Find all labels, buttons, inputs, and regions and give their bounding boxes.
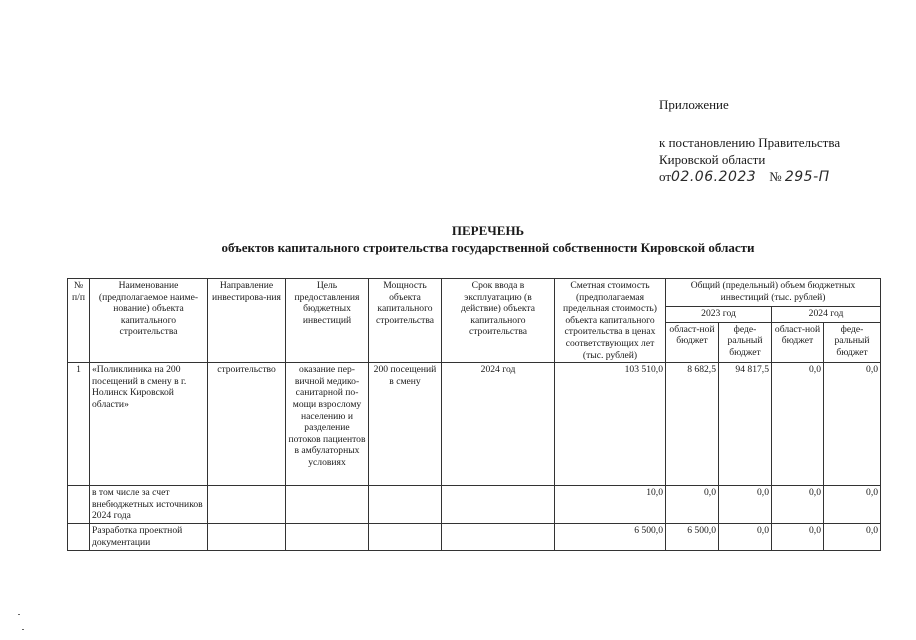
- cell-regional-2023: 8 682,5: [666, 363, 719, 486]
- number-prefix: №: [769, 169, 782, 184]
- handwritten-date: 02.06.2023: [671, 169, 757, 185]
- header-num: № п/п: [68, 279, 90, 363]
- cell-direction: строительство: [208, 363, 286, 486]
- cell-capacity: [369, 523, 442, 550]
- cell-regional-2023: 6 500,0: [666, 523, 719, 550]
- cell-federal-2024: 0,0: [824, 486, 881, 524]
- document-subtitle: объектов капитального строительства государственной собственности Кировской области: [221, 240, 755, 255]
- document-title: ПЕРЕЧЕНЬ: [451, 223, 525, 238]
- header-direction: Направление инвестирова-ния: [208, 279, 286, 363]
- cell-goal: оказание пер-вичной медико-санитарной по-мощи взрослому населению и разделение потоков пациентов в амбулаторных условиях: [286, 363, 369, 486]
- cell-regional-2024: 0,0: [772, 363, 824, 486]
- cell-cost: 6 500,0: [555, 523, 666, 550]
- cell-num: [68, 523, 90, 550]
- table-row: [68, 363, 881, 486]
- cell-regional-2024: 0,0: [772, 523, 824, 550]
- table-row: [68, 523, 881, 550]
- cell-goal: [286, 486, 369, 524]
- scan-speck: [18, 614, 20, 615]
- header-row: [68, 279, 881, 307]
- cell-deadline: [442, 523, 555, 550]
- cell-federal-2023: 0,0: [719, 523, 772, 550]
- cell-regional-2024: 0,0: [772, 486, 824, 524]
- cell-cost: 10,0: [555, 486, 666, 524]
- cell-federal-2023: 94 817,5: [719, 363, 772, 486]
- cell-federal-2024: 0,0: [824, 363, 881, 486]
- header-deadline: Срок ввода в эксплуатацию (в действие) объекта капитального строительства: [442, 279, 555, 363]
- header-year-2024: 2024 год: [772, 307, 881, 323]
- header-volume: Общий (предельный) объем бюджетных инвестиций (тыс. рублей): [666, 279, 881, 307]
- header-federal-2023: феде-ральный бюджет: [719, 322, 772, 362]
- cell-name: Разработка проектной документации: [90, 523, 208, 550]
- capital-construction-table: [67, 278, 881, 551]
- document-title-block: [0, 222, 916, 256]
- appendix-block: [659, 96, 840, 186]
- header-year-2023: 2023 год: [666, 307, 772, 323]
- appendix-date-number-line: [659, 168, 840, 186]
- cell-federal-2023: 0,0: [719, 486, 772, 524]
- appendix-region-line: Кировской области: [659, 152, 766, 167]
- cell-cost: 103 510,0: [555, 363, 666, 486]
- header-goal: Цель предоставления бюджетных инвестиций: [286, 279, 369, 363]
- cell-regional-2023: 0,0: [666, 486, 719, 524]
- cell-num: [68, 486, 90, 524]
- cell-name: «Поликлиника на 200 посещений в смену в г. Нолинск Кировской области»: [90, 363, 208, 486]
- header-capacity: Мощность объекта капитального строительства: [369, 279, 442, 363]
- cell-name: в том числе за счет внебюджетных источников 2024 года: [90, 486, 208, 524]
- cell-goal: [286, 523, 369, 550]
- cell-capacity: [369, 486, 442, 524]
- table-row: [68, 486, 881, 524]
- appendix-title: Приложение: [659, 97, 729, 112]
- cell-capacity: 200 посещений в смену: [369, 363, 442, 486]
- handwritten-number: 295-П: [784, 169, 830, 185]
- header-name: Наименование (предполагаемое наиме-нование) объекта капитального строительства: [90, 279, 208, 363]
- cell-deadline: 2024 год: [442, 363, 555, 486]
- header-federal-2024: феде-ральный бюджет: [824, 322, 881, 362]
- from-prefix: от: [659, 169, 672, 184]
- cell-direction: [208, 523, 286, 550]
- header-cost: Сметная стоимость (предполагаемая предельная стоимость) объекта капитального строительства в ценах соответствующих лет (тыс. рублей): [555, 279, 666, 363]
- cell-federal-2024: 0,0: [824, 523, 881, 550]
- cell-direction: [208, 486, 286, 524]
- header-regional-2023: област-ной бюджет: [666, 322, 719, 362]
- header-regional-2024: област-ной бюджет: [772, 322, 824, 362]
- cell-num: 1: [68, 363, 90, 486]
- scan-speck: [22, 629, 24, 630]
- cell-deadline: [442, 486, 555, 524]
- appendix-to-line: к постановлению Правительства: [659, 135, 841, 150]
